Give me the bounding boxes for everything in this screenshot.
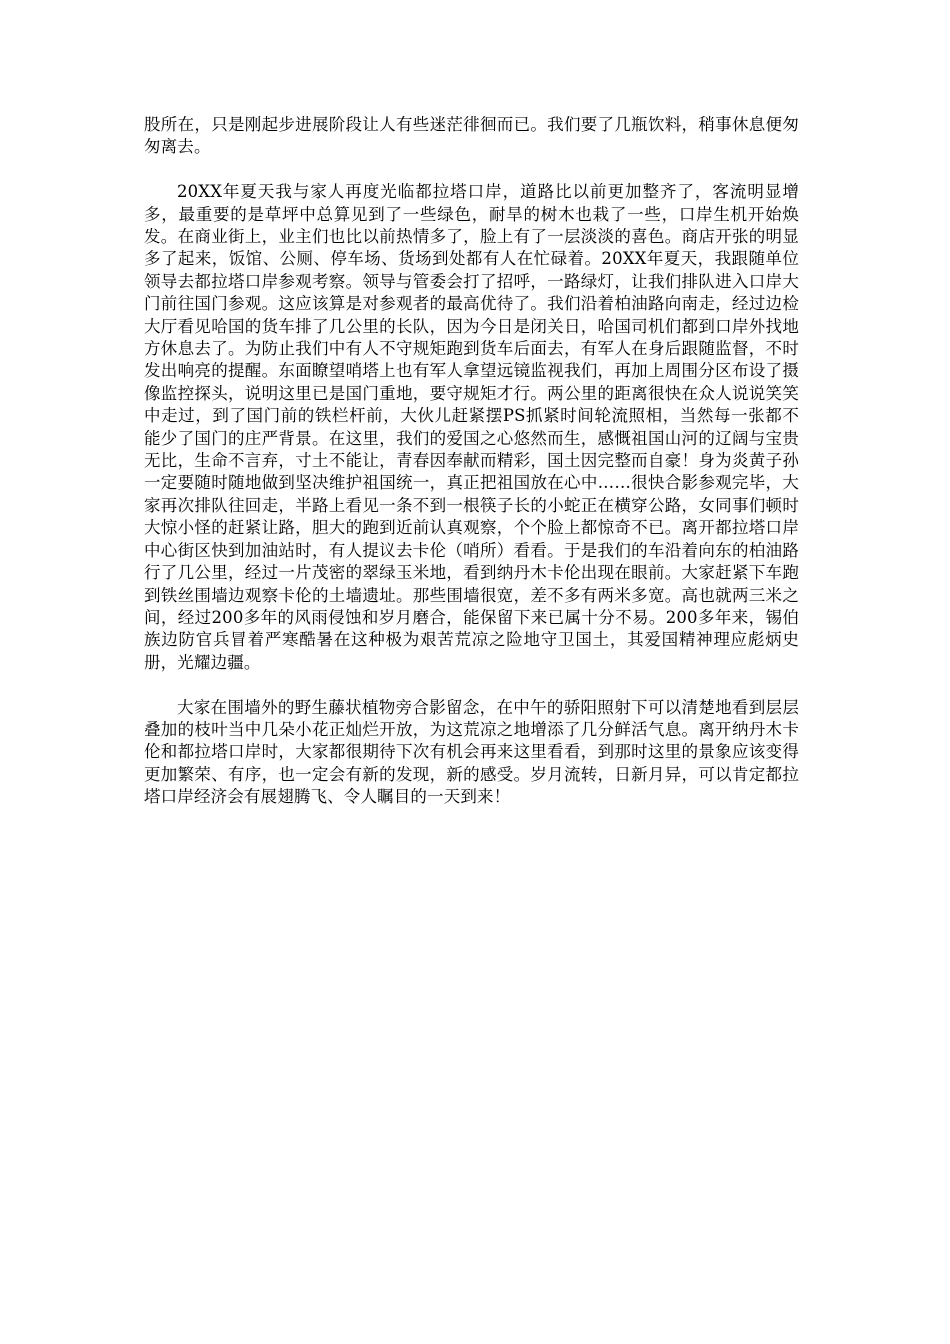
paragraph-2: 20XX年夏天我与家人再度光临都拉塔口岸，道路比以前更加整齐了，客流明显增多，最重要的是草坪中总算见到了一些绿色，耐旱的树木也栽了一些，口岸生机开始焕发。在商业街上，业主们也比以前热情多了，脸上有了一层淡淡的喜色。商店开张的明显多了起来，饭馆、公厕、停车场、货场到处都有人在忙碌着。20XX年夏天，我跟随单位领导去都拉塔口岸参观考察。领导与管委会打了招呼，一路绿灯，让我们排队进入口岸大门前往国门参观。这应该算是对参观者的最高优待了。我们沿着柏油路向南走，经过边检大厅看见哈国的货车排了几公里的长队，因为今日是闭关日，哈国司机们都到口岸外找地方休息去了。为防止我们中有人不守规矩跑到货车后面去，有军人在身后跟随监督，不时发出响亮的提醒。东面瞭望哨塔上也有军人拿望远镜监视我们，再加上周围分区布设了摄像监控探头，说明这里已是国门重地，要守规矩才行。两公里的距离很快在众人说说笑笑中走过，到了国门前的铁栏杆前，大伙儿赶紧摆PS抓紧时间轮流照相，当然每一张都不能少了国门的庄严背景。在这里，我们的爱国之心悠然而生，感慨祖国山河的辽阔与宝贵无比，生命不言弃，寸土不能让，青春因奉献而精彩，国土因完整而自豪！身为炎黄子孙一定要随时随地做到坚决维护祖国统一，真正把祖国放在心中……很快合影参观完毕，大家再次排队往回走，半路上看见一条不到一根筷子长的小蛇正在横穿公路，女同事们顿时大惊小怪的赶紧让路，胆大的跑到近前认真观察，个个脸上都惊奇不已。离开都拉塔口岸中心街区快到加油站时，有人提议去卡伦（哨所）看看。于是我们的车沿着向东的柏油路行了几公里，经过一片茂密的翠绿玉米地，看到纳丹木卡伦出现在眼前。大家赶紧下车跑到铁丝围墙边观察卡伦的土墙遗址。那些围墙很宽，差不多有两米多宽。高也就两三米之间，经过200多年的风雨侵蚀和岁月磨合，能保留下来已属十分不易。200多年来，锡伯族边防官兵冒着严寒酷暑在这种极为艰苦荒凉之险地守卫国土，其爱国精神理应彪炳史册，光耀边疆。 — [144, 182, 799, 672]
document-body — [144, 114, 799, 809]
paragraph-3: 大家在围墙外的野生藤状植物旁合影留念，在中午的骄阳照射下可以清楚地看到层层叠加的枝叶当中几朵小花正灿烂开放，为这荒凉之地增添了几分鲜活气息。离开纳丹木卡伦和都拉塔口岸时，大家都很期待下次有机会再来这里看看，到那时这里的景象应该变得更加繁荣、有序，也一定会有新的发现，新的感受。岁月流转，日新月异，可以肯定都拉塔口岸经济会有展翅腾飞、令人瞩目的一天到来！ — [144, 697, 799, 807]
paragraph-1: 股所在，只是刚起步进展阶段让人有些迷茫徘徊而已。我们要了几瓶饮料，稍事休息便匆匆离去。 — [144, 115, 799, 157]
